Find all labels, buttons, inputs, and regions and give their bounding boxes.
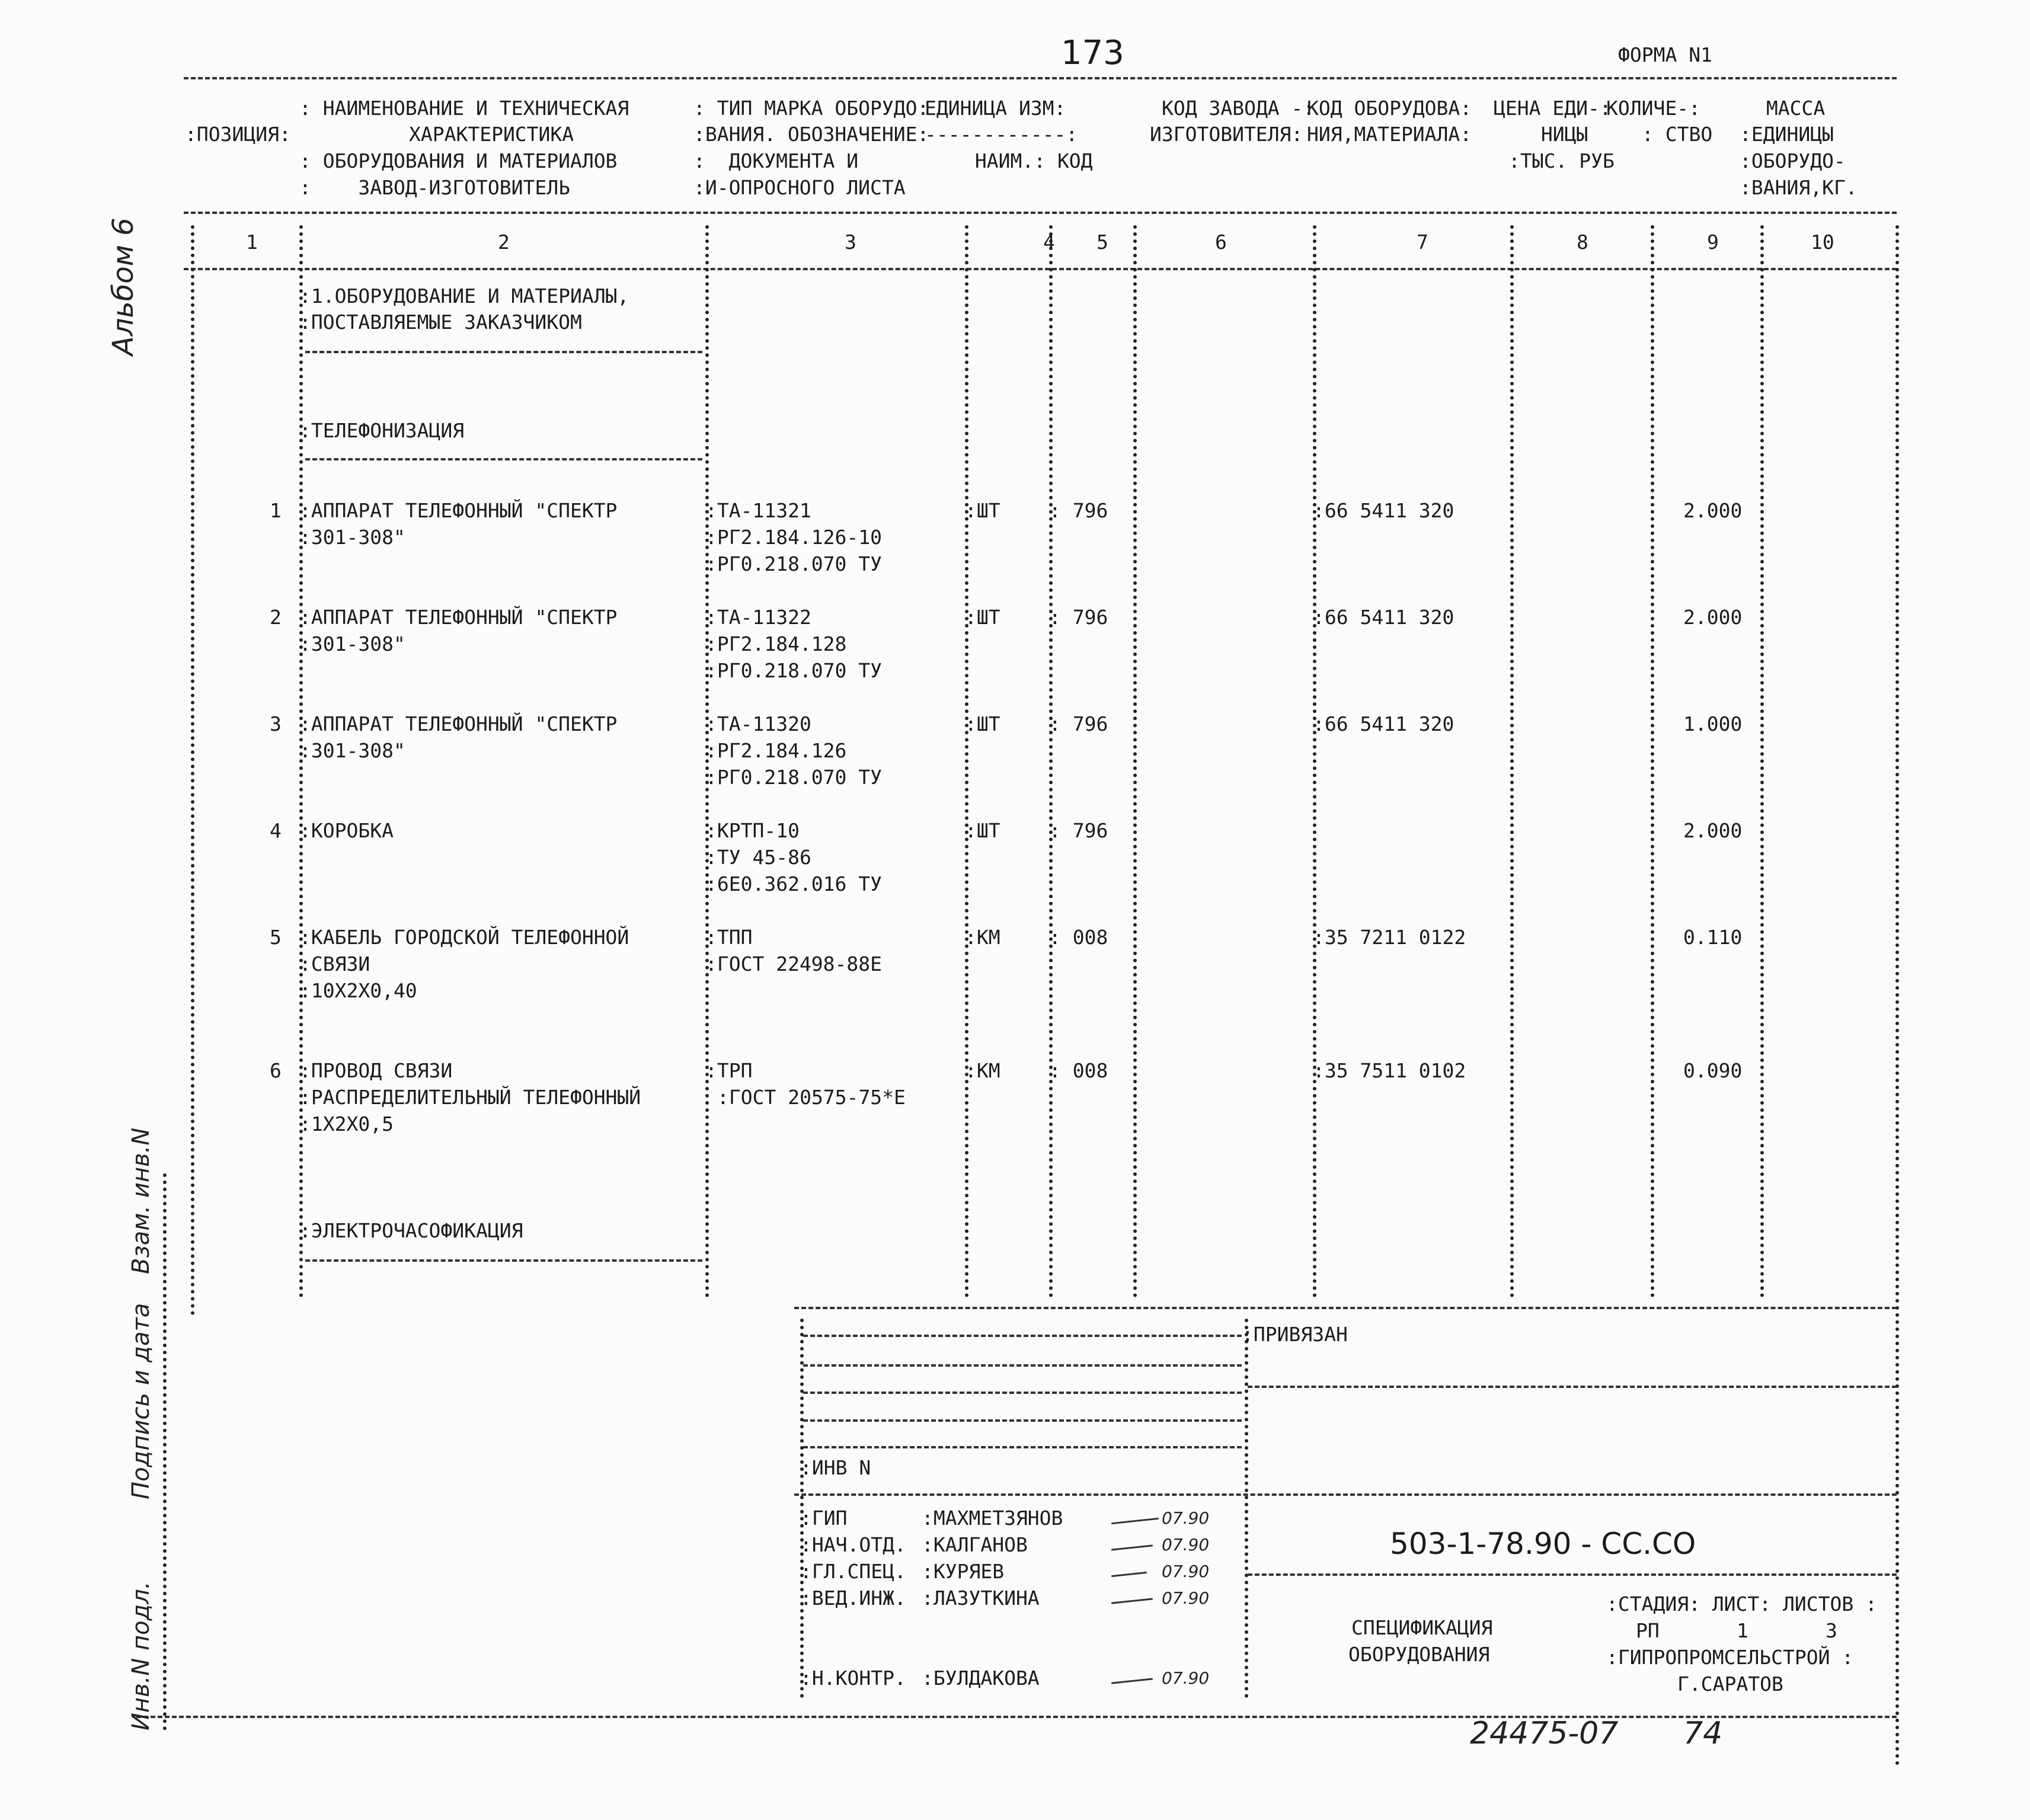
item-name-line1: :КАБЕЛЬ ГОРОДСКОЙ ТЕЛЕФОННОЙ (299, 926, 629, 949)
item-unit-code: : 008 (1049, 926, 1108, 949)
header-col2-line3: : ОБОРУДОВАНИЯ И МАТЕРИАЛОВ (299, 149, 618, 172)
header-top-rule (184, 77, 1897, 79)
clock-underline (305, 1259, 702, 1262)
item-position: 1 (270, 499, 282, 522)
item-name-line2: :СВЯЗИ (299, 952, 370, 975)
item-name-line2: :301-308" (299, 526, 405, 549)
col-divider (1510, 225, 1514, 1298)
item-name-line1: :АППАРАТ ТЕЛЕФОННЫЙ "СПЕКТР (299, 712, 618, 735)
margin-inv-original: Инв.N подл. (127, 1581, 155, 1731)
item-type-line2: :РГ2.184.126-10 (705, 526, 883, 549)
revision-row (803, 1364, 1242, 1367)
role-lead-eng: :ВЕД.ИНЖ. (800, 1586, 906, 1610)
section-underline (305, 351, 702, 353)
header-col8-line1: ЦЕНА ЕДИ-: (1494, 97, 1612, 120)
margin-replace-inv: Взам. инв.N (127, 1127, 155, 1274)
sign-date: 07.90 (1162, 1508, 1210, 1528)
sheet-value: 1 (1737, 1619, 1748, 1642)
item-position: 4 (270, 819, 282, 842)
header-col7-line1: КОД ОБОРУДОВА: (1307, 97, 1472, 120)
header-col3-line1: : ТИП МАРКА ОБОРУДО: (693, 97, 929, 120)
archive-number: 24475-07 (1470, 1716, 1619, 1751)
clock-subsection: :ЭЛЕКТРОЧАСОФИКАЦИЯ (299, 1219, 523, 1242)
item-type-line1: :ТА-11321 (705, 499, 811, 522)
item-quantity: 1.000 (1683, 712, 1743, 735)
revision-row (803, 1446, 1242, 1448)
item-type-line3: :РГ0.218.070 ТУ (705, 552, 883, 575)
header-col2-line4: : ЗАВОД-ИЗГОТОВИТЕЛЬ (299, 176, 570, 199)
name-gip: :МАХМЕТЗЯНОВ (922, 1506, 1063, 1530)
stamp-mid-rule (1248, 1386, 1897, 1388)
privyazan-label: :ПРИВЯЗАН (1242, 1323, 1348, 1346)
header-col45-line2: ------------: (925, 123, 1078, 146)
header-col9-line1: КОЛИЧЕ-: (1606, 97, 1700, 120)
item-equipment-code: :35 7211 0122 (1313, 926, 1466, 949)
header-col8-line3: :ТЫС. РУБ (1508, 149, 1615, 172)
item-unit: :КМ (965, 926, 1000, 949)
item-position: 2 (270, 606, 282, 629)
margin-signature-date: Подпись и дата (127, 1303, 155, 1499)
header-col45-line1: ЕДИНИЦА ИЗМ: (925, 97, 1066, 120)
item-unit-code: : 796 (1049, 499, 1108, 522)
header-col3-line4: :И-ОПРОСНОГО ЛИСТА (693, 176, 906, 199)
header-col6-line2: ИЗГОТОВИТЕЛЯ: (1150, 123, 1303, 146)
col-number-4: 4 (1043, 231, 1055, 254)
col-divider (191, 225, 194, 1316)
item-type-line2: :ГОСТ 22498-88Е (705, 952, 883, 975)
name-norm-control: :БУЛДАКОВА (922, 1667, 1040, 1690)
item-name-line1: :АППАРАТ ТЕЛЕФОННЫЙ "СПЕКТР (299, 499, 618, 522)
stamp-top-rule (794, 1307, 1897, 1309)
col-number-2: 2 (498, 231, 510, 254)
sign-date: 07.90 (1162, 1588, 1210, 1608)
organization: :ГИПРОПРОМСЕЛЬСТРОЙ : (1606, 1646, 1854, 1669)
col-number-10: 10 (1811, 231, 1834, 254)
city: Г.САРАТОВ (1677, 1672, 1783, 1696)
name-chief-spec: :КУРЯЕВ (922, 1560, 1005, 1583)
inventory-number-label: :ИНВ N (800, 1456, 871, 1479)
telephony-underline (305, 458, 702, 460)
sign-date: 07.90 (1162, 1668, 1210, 1688)
item-type-line2: :РГ2.184.126 (705, 739, 847, 762)
item-position: 5 (270, 926, 282, 949)
item-unit: :ШТ (965, 606, 1000, 629)
archive-sheet-number: 74 (1683, 1716, 1723, 1751)
item-unit-code: : 796 (1049, 606, 1108, 629)
item-type-line3: :РГ0.218.070 ТУ (705, 766, 883, 789)
role-norm-control: :Н.КОНТР. (800, 1667, 906, 1690)
revision-row (803, 1419, 1242, 1422)
item-equipment-code: :66 5411 320 (1313, 499, 1454, 522)
col-number-5: 5 (1096, 231, 1108, 254)
revision-row (803, 1392, 1242, 1394)
stage-header: :СТАДИЯ: ЛИСТ: ЛИСТОВ : (1606, 1592, 1877, 1616)
header-col1-line2: :ПОЗИЦИЯ: (185, 123, 291, 146)
item-quantity: 2.000 (1683, 499, 1743, 522)
col-number-1: 1 (246, 231, 258, 254)
item-type-line1: :ТА-11320 (705, 712, 811, 735)
revision-row (803, 1335, 1242, 1337)
margin-divider (163, 1173, 167, 1731)
item-type-line1: :ТА-11322 (705, 606, 811, 629)
stamp-right-rule (1248, 1573, 1897, 1576)
item-name-line3: :10Х2Х0,40 (299, 979, 417, 1002)
page-number: 173 (1061, 34, 1124, 72)
col-divider (1133, 225, 1137, 1298)
form-label: ФОРМА N1 (1618, 43, 1712, 66)
item-type-line1: :КРТП-10 (705, 819, 800, 842)
item-quantity: 2.000 (1683, 819, 1743, 842)
item-quantity: 2.000 (1683, 606, 1743, 629)
header-bottom-rule (184, 212, 1897, 214)
item-unit-code: : 796 (1049, 712, 1108, 735)
telephony-subsection: :ТЕЛЕФОНИЗАЦИЯ (299, 419, 465, 442)
col-number-7: 7 (1417, 231, 1428, 254)
header-col10-line4: :ВАНИЯ,КГ. (1740, 176, 1858, 199)
section-title-line1: :1.ОБОРУДОВАНИЕ И МАТЕРИАЛЫ, (299, 284, 629, 308)
item-position: 6 (270, 1059, 282, 1082)
header-col6-line1: КОД ЗАВОДА -: (1162, 97, 1315, 120)
col-number-9: 9 (1707, 231, 1719, 254)
header-col3-line3: : ДОКУМЕНТА И (693, 149, 859, 172)
col-number-3: 3 (845, 231, 856, 254)
item-position: 3 (270, 712, 282, 735)
name-lead-eng: :ЛАЗУТКИНА (922, 1586, 1040, 1610)
sign-date: 07.90 (1162, 1562, 1210, 1581)
col-divider (1895, 225, 1899, 1766)
item-equipment-code: :35 7511 0102 (1313, 1059, 1466, 1082)
item-unit: :ШТ (965, 819, 1000, 842)
item-unit: :ШТ (965, 499, 1000, 522)
col-number-8: 8 (1577, 231, 1588, 254)
col-number-6: 6 (1215, 231, 1227, 254)
item-type-line2: :ТУ 45-86 (705, 846, 811, 869)
item-quantity: 0.090 (1683, 1059, 1743, 1082)
item-type-line2: :ГОСТ 20575-75*Е (717, 1086, 906, 1109)
item-equipment-code: :66 5411 320 (1313, 712, 1454, 735)
item-name-line1: :АППАРАТ ТЕЛЕФОННЫЙ "СПЕКТР (299, 606, 618, 629)
item-type-line2: :РГ2.184.128 (705, 632, 847, 655)
item-name-line2: :301-308" (299, 632, 405, 655)
album-label: Альбом 6 (107, 217, 140, 356)
item-type-line3: :РГ0.218.070 ТУ (705, 659, 883, 682)
stamp-signature-rule (794, 1493, 1897, 1496)
colnum-bottom-rule (184, 268, 1897, 270)
stamp-divider (1245, 1319, 1248, 1698)
item-type-line3: :6Е0.362.016 ТУ (705, 872, 883, 895)
col-divider (1760, 225, 1764, 1298)
role-gip: :ГИП (800, 1506, 848, 1530)
item-name-line3: :1Х2Х0,5 (299, 1112, 394, 1135)
section-title-line2: :ПОСТАВЛЯЕМЫЕ ЗАКАЗЧИКОМ (299, 311, 582, 334)
signature-chief-spec (1111, 1572, 1147, 1577)
item-unit: :КМ (965, 1059, 1000, 1082)
page-bottom-rule (136, 1716, 1897, 1718)
col-divider (965, 225, 968, 1298)
sheets-total-value: 3 (1826, 1619, 1837, 1642)
signature-gip (1111, 1518, 1159, 1524)
header-col2-line1: : НАИМЕНОВАНИЕ И ТЕХНИЧЕСКАЯ (299, 97, 629, 120)
item-unit-code: : 796 (1049, 819, 1108, 842)
item-type-line1: :ТПП (705, 926, 753, 949)
signature-lead-eng (1111, 1598, 1153, 1604)
col-divider (1651, 225, 1654, 1298)
item-unit: :ШТ (965, 712, 1000, 735)
item-type-line1: :ТРП (705, 1059, 753, 1082)
document-title-line2: ОБОРУДОВАНИЯ (1348, 1643, 1490, 1666)
item-name-line2: :РАСПРЕДЕЛИТЕЛЬНЫЙ ТЕЛЕФОННЫЙ (299, 1086, 641, 1109)
name-head-dept: :КАЛГАНОВ (922, 1533, 1028, 1556)
item-name-line2: :301-308" (299, 739, 405, 762)
header-col7-line2: НИЯ,МАТЕРИАЛА: (1307, 123, 1472, 146)
sign-date: 07.90 (1162, 1535, 1210, 1554)
item-name-line1: :ПРОВОД СВЯЗИ (299, 1059, 453, 1082)
signature-head-dept (1111, 1544, 1153, 1550)
header-col9-line2: : СТВО (1642, 123, 1713, 146)
header-col8-line2: НИЦЫ (1529, 123, 1588, 146)
stage-value: РП (1636, 1619, 1660, 1642)
role-head-dept: :НАЧ.ОТД. (800, 1533, 906, 1556)
header-col10-line2: :ЕДИНИЦЫ (1740, 123, 1834, 146)
header-col3-line2: :ВАНИЯ. ОБОЗНАЧЕНИЕ: (693, 123, 929, 146)
header-col45-line3: НАИМ.: КОД (963, 149, 1093, 172)
col-divider (1313, 225, 1316, 1298)
header-col2-line2: ХАРАКТЕРИСТИКА (409, 123, 574, 146)
col-divider (1049, 225, 1053, 1298)
header-col10-line3: :ОБОРУДО- (1740, 149, 1846, 172)
item-equipment-code: :66 5411 320 (1313, 606, 1454, 629)
document-title-line1: СПЕЦИФИКАЦИЯ (1351, 1616, 1493, 1639)
item-name-line1: :КОРОБКА (299, 819, 394, 842)
header-col10-line1: МАССА (1754, 97, 1826, 120)
item-unit-code: : 008 (1049, 1059, 1108, 1082)
document-code: 503-1-78.90 - СС.СО (1390, 1527, 1696, 1561)
role-chief-spec: :ГЛ.СПЕЦ. (800, 1560, 906, 1583)
signature-norm-control (1111, 1678, 1153, 1684)
item-quantity: 0.110 (1683, 926, 1743, 949)
